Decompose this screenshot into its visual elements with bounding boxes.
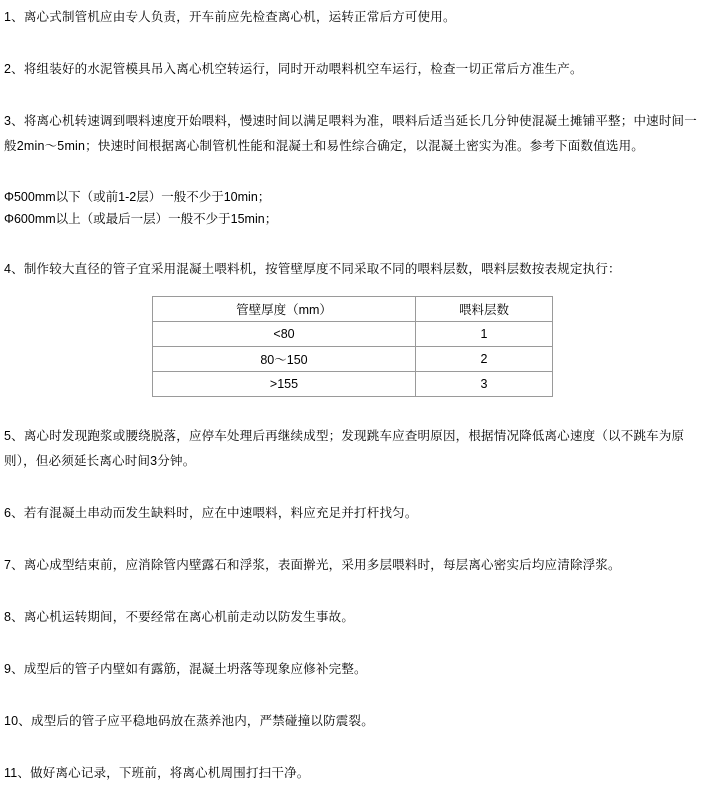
- spacer: [4, 82, 701, 109]
- spec-line-1: Φ500mm以下（或前1-2层）一般不少于10min；: [4, 190, 271, 204]
- table-cell-layers: 1: [416, 322, 553, 347]
- paragraph-8: 8、离心机运转期间，不要经常在离心机前走动以防发生事故。: [4, 610, 355, 624]
- paragraph-10: 10、成型后的管子应平稳地码放在蒸养池内，严禁碰撞以防震裂。: [4, 714, 374, 728]
- table-cell-layers: 2: [416, 347, 553, 372]
- paragraph-9: 9、成型后的管子内壁如有露筋，混凝土坍落等现象应修补完整。: [4, 662, 367, 676]
- table-cell-thickness: >155: [153, 372, 416, 397]
- table-row: [153, 347, 553, 372]
- table-header-cell-layers: 喂料层数: [416, 297, 553, 322]
- paragraph-2: 2、将组装好的水泥管模具吊入离心机空转运行，同时开动喂料机空车运行，检查一切正常后方准生产。: [4, 62, 583, 76]
- spacer: [4, 682, 701, 709]
- table-header-row: [153, 297, 553, 322]
- table-cell-thickness: <80: [153, 322, 416, 347]
- paragraph-3: 3、将离心机转速调到喂料速度开始喂料，慢速时间以满足喂料为准，喂料后适当延长几分钟使混凝土摊铺平整；中速时间一般2min～5min；快速时间根据离心制管机性能和混凝土和易性综合确定，以混凝土密实为准。参考下面数值选用。: [4, 114, 697, 153]
- paragraph-4: 4、制作较大直径的管子宜采用混凝土喂料机，按管壁厚度不同采取不同的喂料层数，喂料层数按表规定执行：: [4, 262, 621, 276]
- paragraph-11: 11、做好离心记录，下班前，将离心机周围打扫干净。: [4, 766, 310, 780]
- table-cell-thickness: 80～150: [153, 347, 416, 372]
- spacer: [4, 578, 701, 605]
- spacer: [4, 526, 701, 553]
- spec-line-2: Φ600mm以上（或最后一层）一般不少于15min；: [4, 212, 278, 226]
- table-header-cell-thickness: 管壁厚度（mm）: [153, 297, 416, 322]
- table-cell-layers: 3: [416, 372, 553, 397]
- spacer: [4, 30, 701, 57]
- spacer: [4, 282, 701, 296]
- paragraph-1: 1、离心式制管机应由专人负责，开车前应先检查离心机，运转正常后方可使用。: [4, 10, 456, 24]
- spacer: [4, 159, 701, 186]
- table-row: [153, 372, 553, 397]
- paragraph-7: 7、离心成型结束前，应消除管内壁露石和浮浆，表面擀光，采用多层喂料时，每层离心密实后均应清除浮浆。: [4, 558, 621, 572]
- spacer: [4, 734, 701, 761]
- feeding-layers-table: [152, 296, 553, 397]
- table-row: [153, 322, 553, 347]
- spacer: [4, 397, 701, 424]
- spacer: [4, 630, 701, 657]
- paragraph-5: 5、离心时发现跑浆或腰绕脱落，应停车处理后再继续成型；发现跳车应查明原因，根据情况降低离心速度（以不跳车为原则），但必须延长离心时间3分钟。: [4, 429, 685, 468]
- table-wrapper: [4, 296, 701, 397]
- paragraph-6: 6、若有混凝土串动而发生缺料时，应在中速喂料，料应充足并打杆找匀。: [4, 506, 418, 520]
- spacer: [4, 230, 701, 257]
- spacer: [4, 474, 701, 501]
